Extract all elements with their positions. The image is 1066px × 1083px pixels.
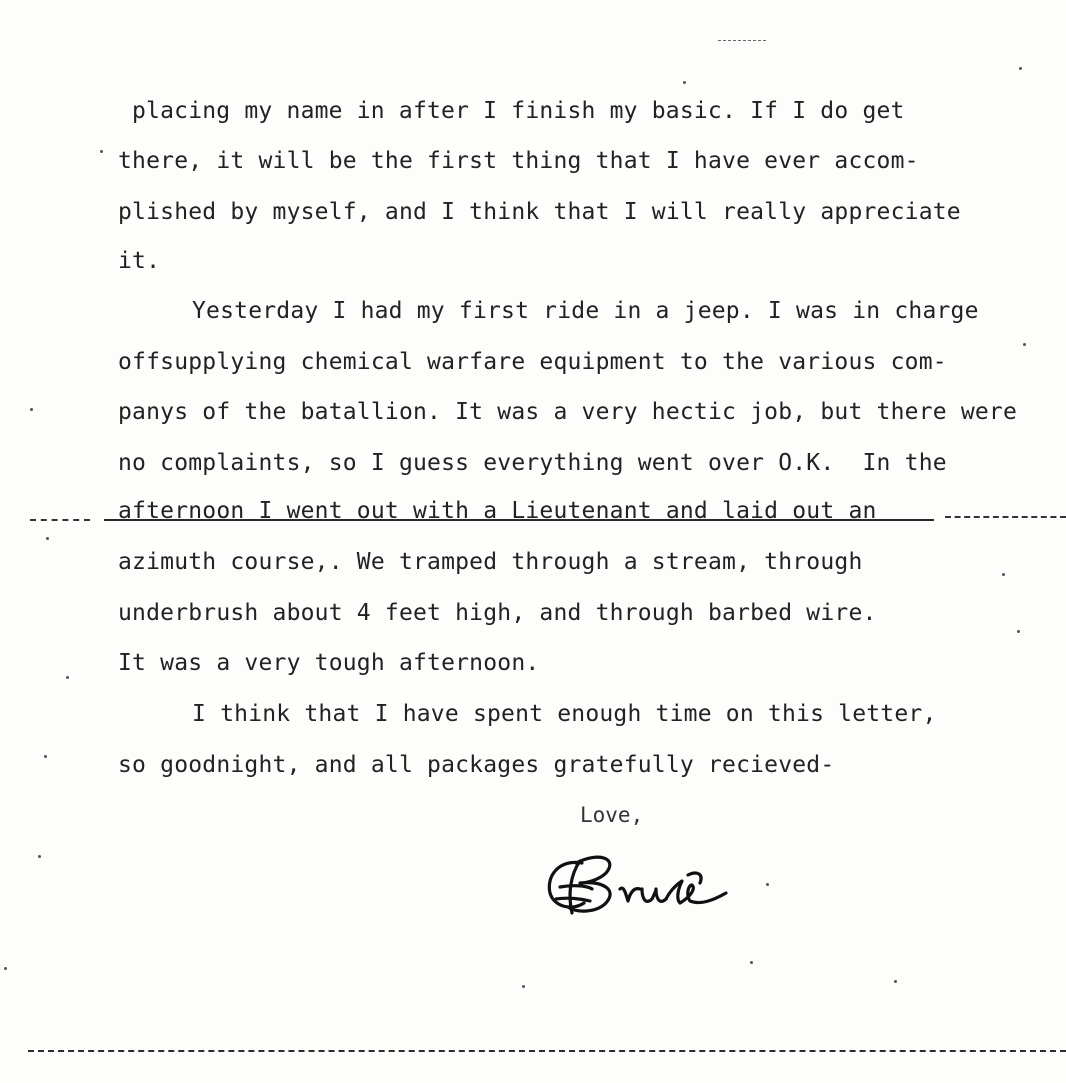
mid-rule-left bbox=[30, 519, 90, 521]
letter-line: I think that I have spent enough time on this letter, bbox=[192, 701, 937, 727]
paper-speck bbox=[1017, 630, 1020, 633]
letter-line: no complaints, so I guess everything went over O.K. In the bbox=[118, 450, 947, 476]
paper-speck bbox=[894, 980, 897, 983]
paper-speck bbox=[100, 150, 103, 153]
mid-underline bbox=[104, 519, 934, 521]
letter-line: afternoon I went out with a Lieutenant and laid out an bbox=[118, 498, 877, 524]
letter-line: offsupplying chemical warfare equipment to the various com- bbox=[118, 349, 947, 375]
paper-speck bbox=[1019, 67, 1022, 70]
closing: Love, bbox=[580, 803, 644, 827]
paper-speck bbox=[4, 967, 7, 970]
letter-line: panys of the batallion. It was a very hectic job, but there were bbox=[118, 399, 1018, 425]
letter-line: underbrush about 4 feet high, and through barbed wire. bbox=[118, 600, 877, 626]
paper-speck bbox=[522, 985, 525, 988]
paper-speck bbox=[66, 676, 69, 679]
paper-speck bbox=[750, 961, 753, 964]
letter-line: there, it will be the first thing that I have ever accom- bbox=[118, 148, 919, 174]
mid-rule-right bbox=[945, 516, 1066, 518]
paper-speck bbox=[1023, 343, 1026, 346]
signature-image bbox=[540, 845, 740, 925]
letter-line: it. bbox=[118, 248, 161, 274]
top-mark bbox=[718, 40, 766, 41]
letter-line: plished by myself, and I think that I will really appreciate bbox=[118, 199, 961, 225]
letter-line: placing my name in after I finish my basic. If I do get bbox=[132, 98, 905, 124]
letter-line: Yesterday I had my first ride in a jeep. I was in charge bbox=[192, 298, 979, 324]
letter-line: azimuth course,. We tramped through a stream, through bbox=[118, 549, 863, 575]
paper-speck bbox=[1002, 573, 1005, 576]
bottom-rule bbox=[28, 1050, 1066, 1052]
paper-speck bbox=[44, 755, 47, 758]
paper-speck bbox=[683, 81, 686, 84]
paper-speck bbox=[46, 537, 49, 540]
letter-line: so goodnight, and all packages gratefully recieved- bbox=[118, 752, 835, 778]
paper-speck bbox=[30, 408, 33, 411]
letter-line: It was a very tough afternoon. bbox=[118, 650, 540, 676]
paper-speck bbox=[766, 883, 769, 886]
paper-speck bbox=[38, 855, 41, 858]
